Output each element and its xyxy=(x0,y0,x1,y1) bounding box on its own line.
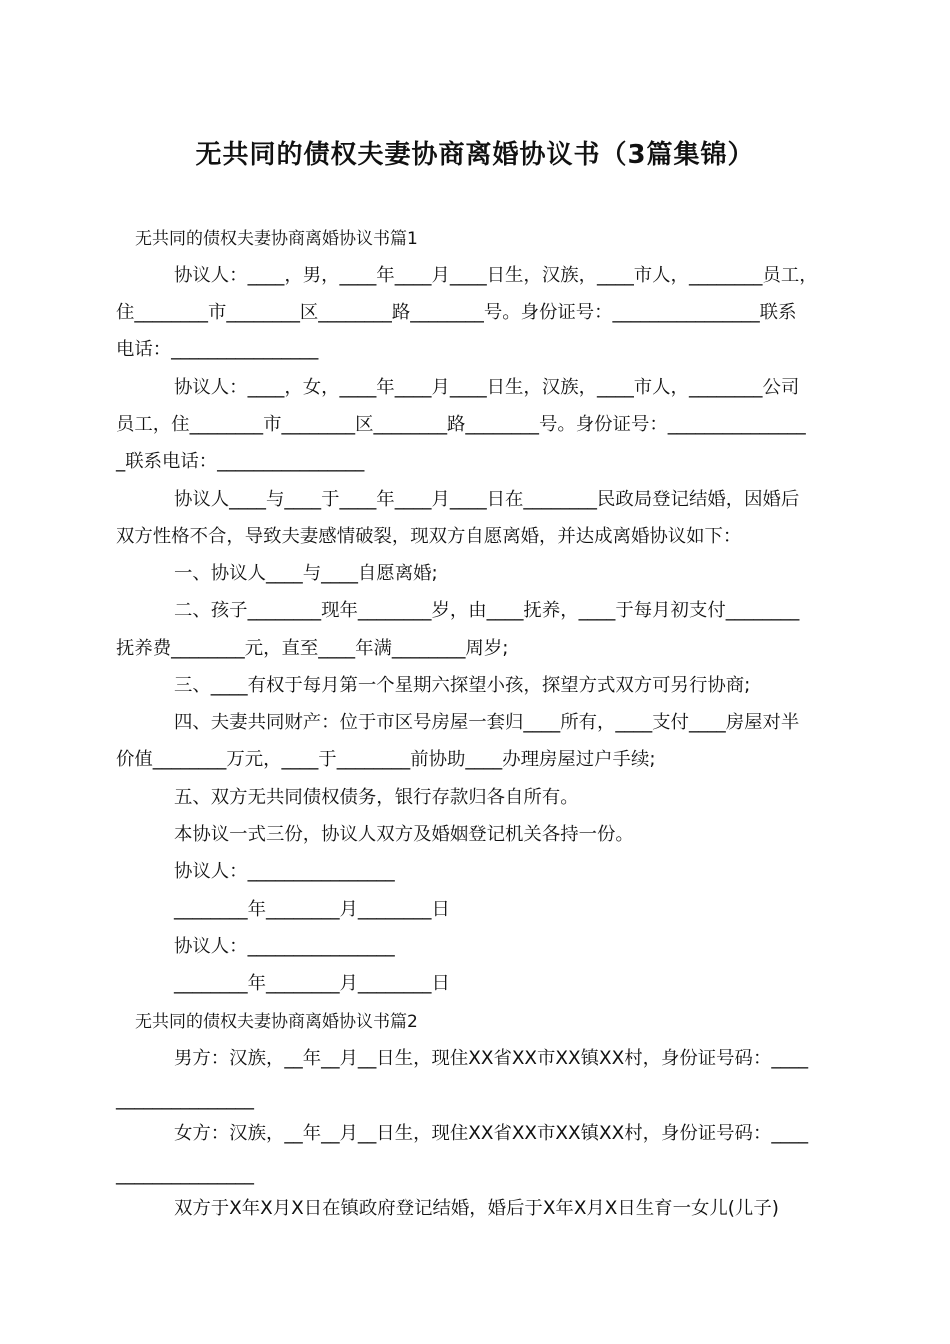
signature-line: 协议人：________________ xyxy=(174,861,395,882)
paragraph-line: 男方：汉族，__年__月__日生，现住XX省XX市XX镇XX村，身份证号码：____ xyxy=(174,1048,809,1069)
paragraph-line: _______________ xyxy=(116,1164,254,1185)
clause-line: 二、孩子________现年________岁，由____抚养，____于每月初支付________ xyxy=(174,600,800,621)
paragraph-line: 双方性格不合，导致夫妻感情破裂，现双方自愿离婚，并达成离婚协议如下： xyxy=(116,526,742,547)
paragraph-line: 双方于X年X月X日在镇政府登记结婚，婚后于X年X月X日生育一女儿(儿子) xyxy=(174,1198,779,1219)
clause-line: 五、双方无共同债权债务，银行存款归各自所有。 xyxy=(174,787,579,808)
date-line: ________年________月________日 xyxy=(174,973,450,994)
section-heading: 无共同的债权夫妻协商离婚协议书篇2 xyxy=(135,1012,418,1032)
section-heading: 无共同的债权夫妻协商离婚协议书篇1 xyxy=(135,229,418,249)
clause-line: 三、____有权于每月第一个星期六探望小孩，探望方式双方可另行协商; xyxy=(174,675,751,696)
paragraph-line: 协议人：____，男，____年____月____日生，汉族，____市人，________员工， xyxy=(174,265,818,286)
paragraph-line: 协议人：____，女，____年____月____日生，汉族，____市人，________公司 xyxy=(174,377,800,398)
clause-line: 一、协议人____与____自愿离婚; xyxy=(174,563,438,584)
clause-line: 抚养费________元，直至____年满________周岁; xyxy=(116,638,509,659)
clause-line: 四、夫妻共同财产：位于市区号房屋一套归____所有，____支付____房屋对半 xyxy=(174,712,800,733)
paragraph-line: 员工，住________市________区________路________号。身份证号：_______________ xyxy=(116,414,806,435)
paragraph-line: 住________市________区________路________号。身份证号：________________联系 xyxy=(116,302,797,323)
paragraph-line: 女方：汉族，__年__月__日生，现住XX省XX市XX镇XX村，身份证号码：____ xyxy=(174,1123,809,1144)
signature-line: 协议人：________________ xyxy=(174,936,395,957)
paragraph-line: _______________ xyxy=(116,1089,254,1110)
paragraph-line: 协议人____与____于____年____月____日在________民政局登记结婚，因婚后 xyxy=(174,489,800,510)
clause-line: 价值________万元，____于________前协助____办理房屋过户手续; xyxy=(116,749,656,770)
date-line: ________年________月________日 xyxy=(174,899,450,920)
clause-line: 本协议一式三份，协议人双方及婚姻登记机关各持一份。 xyxy=(174,824,634,845)
document-title: 无共同的债权夫妻协商离婚协议书（3篇集锦） xyxy=(195,140,755,170)
paragraph-line: 电话：________________ xyxy=(116,339,319,360)
paragraph-line: _联系电话：________________ xyxy=(116,451,365,472)
